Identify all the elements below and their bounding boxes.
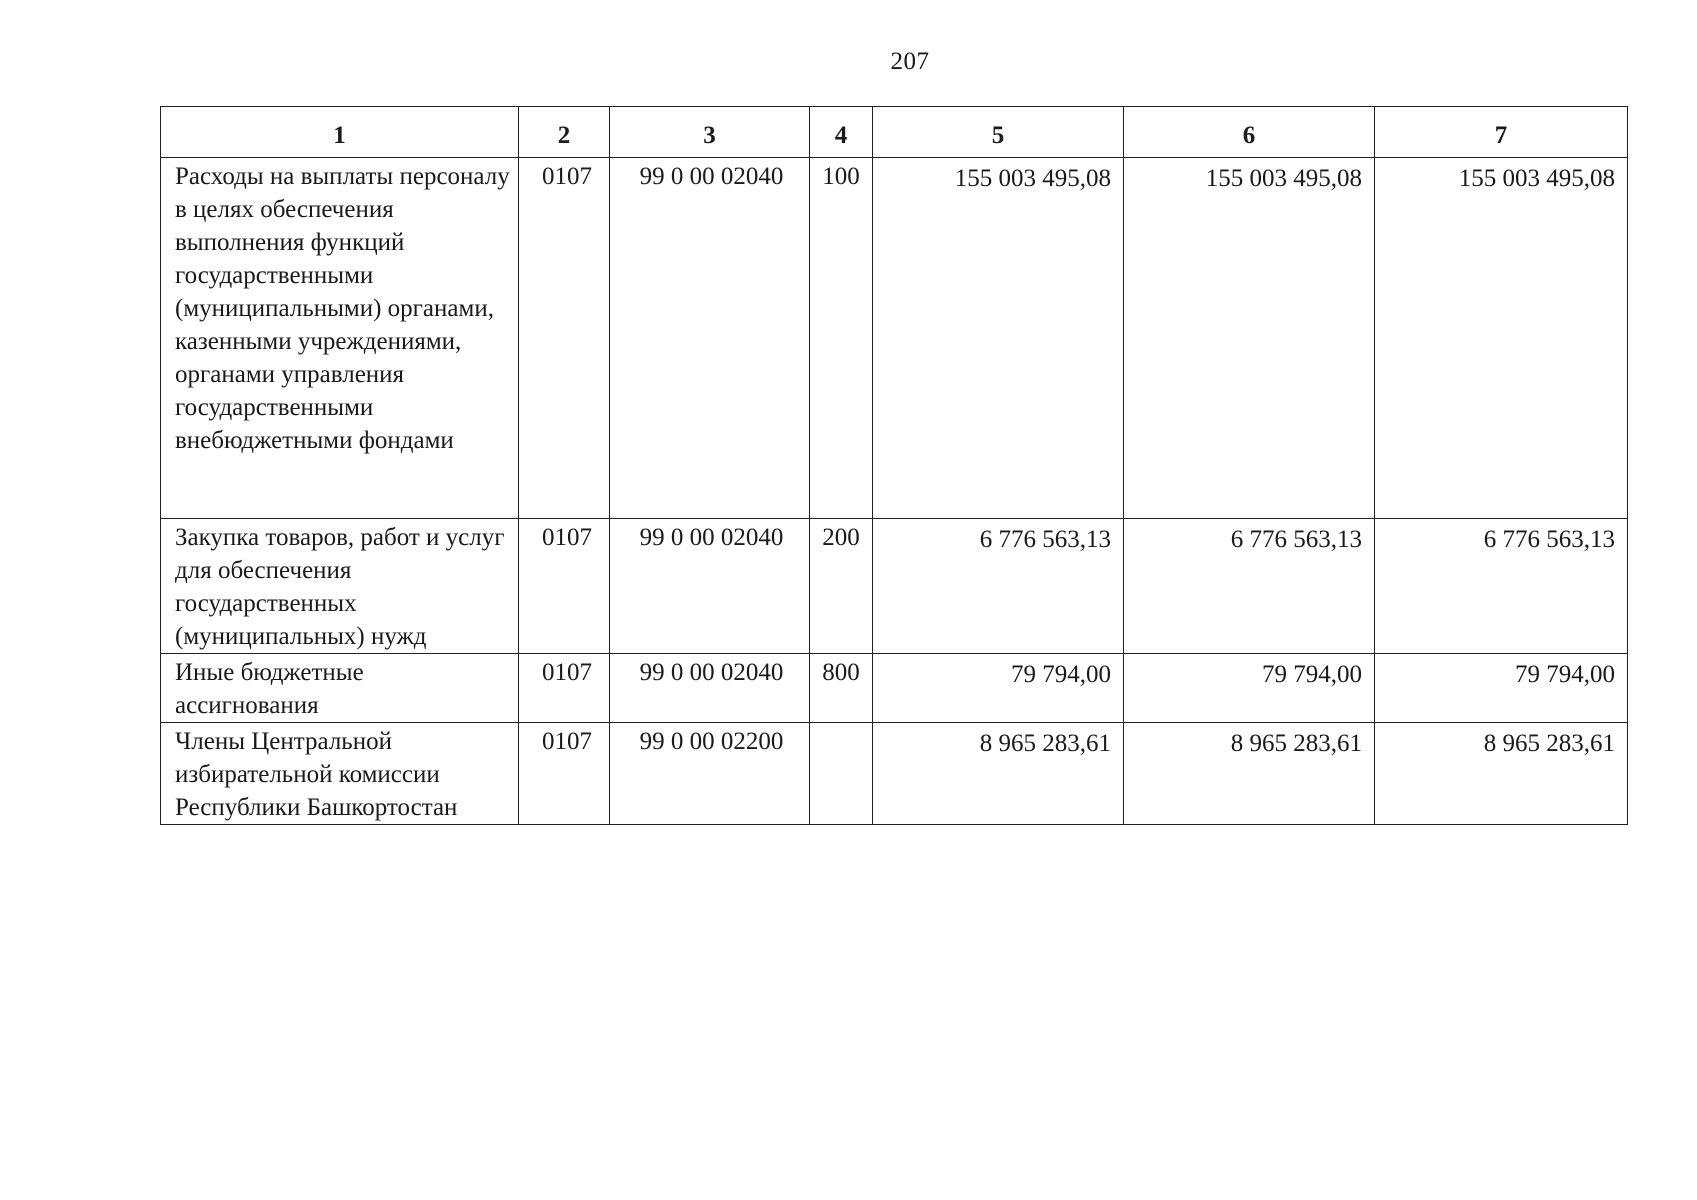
column-header-7: 7 [1375,107,1628,158]
budget-table [160,106,1628,825]
row-section-code: 0107 [519,723,610,825]
row-name: Расходы на выплаты персоналу в целях обеспечения выполнения функций государственными (муниципальными) органами, казенными учреждениями, органами управления государственными внебюджетными фондами [161,158,519,519]
row-expense-type: 200 [810,519,873,654]
row-target-article: 99 0 00 02040 [610,158,810,519]
table-row [161,519,1628,654]
column-header-4: 4 [810,107,873,158]
row-amount-col6: 8 965 283,61 [1124,723,1375,825]
column-header-3: 3 [610,107,810,158]
table-row [161,158,1628,519]
row-amount-col6: 6 776 563,13 [1124,519,1375,654]
row-target-article: 99 0 00 02040 [610,519,810,654]
column-header-1: 1 [161,107,519,158]
row-expense-type: 100 [810,158,873,519]
table-header-row [161,107,1628,158]
table-row [161,654,1628,723]
column-header-6: 6 [1124,107,1375,158]
page-number: 207 [890,48,930,75]
row-amount-col6: 79 794,00 [1124,654,1375,723]
row-amount-col5: 6 776 563,13 [873,519,1124,654]
row-section-code: 0107 [519,654,610,723]
row-section-code: 0107 [519,519,610,654]
row-amount-col5: 8 965 283,61 [873,723,1124,825]
row-amount-col5: 79 794,00 [873,654,1124,723]
row-amount-col6: 155 003 495,08 [1124,158,1375,519]
column-header-5: 5 [873,107,1124,158]
row-amount-col7: 8 965 283,61 [1375,723,1628,825]
table-row [161,723,1628,825]
row-amount-col7: 6 776 563,13 [1375,519,1628,654]
row-name: Закупка товаров, работ и услуг для обеспечения государственных (муниципальных) нужд [161,519,519,654]
row-amount-col7: 155 003 495,08 [1375,158,1628,519]
column-header-2: 2 [519,107,610,158]
row-expense-type [810,723,873,825]
row-name: Члены Центральной избирательной комиссии Республики Башкортостан [161,723,519,825]
row-amount-col7: 79 794,00 [1375,654,1628,723]
row-target-article: 99 0 00 02040 [610,654,810,723]
row-section-code: 0107 [519,158,610,519]
row-name: Иные бюджетные ассигнования [161,654,519,723]
row-amount-col5: 155 003 495,08 [873,158,1124,519]
row-expense-type: 800 [810,654,873,723]
row-target-article: 99 0 00 02200 [610,723,810,825]
